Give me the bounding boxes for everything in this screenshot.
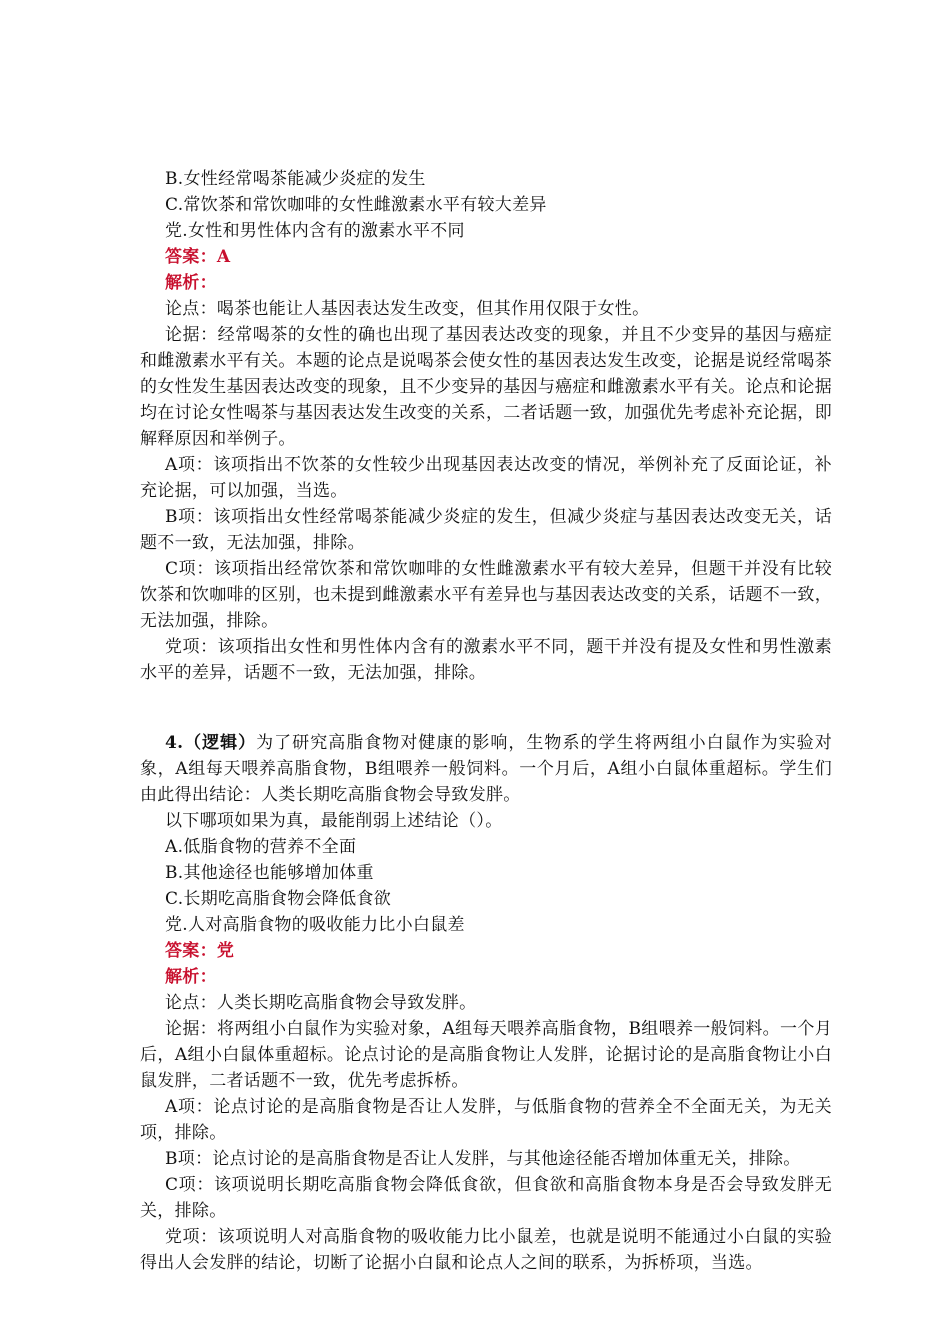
question-number: 4.（逻辑） <box>165 733 257 753</box>
option-c: C.常饮茶和常饮咖啡的女性雌激素水平有较大差异 <box>165 195 547 215</box>
analysis-paragraph: 党项：该项说明人对高脂食物的吸收能力比小鼠差，也就是说明不能通过小白鼠的实验得出人会发胖的结论，切断了论据小白鼠和论点人之间的联系，为拆桥项，当选。 <box>140 1227 832 1273</box>
section-spacer <box>140 686 832 730</box>
question-prompt: 以下哪项如果为真，最能削弱上述结论（）。 <box>165 811 503 831</box>
analysis-paragraph: C项：该项说明长期吃高脂食物会降低食欲，但食欲和高脂食物本身是否会导致发胖无关，排除。 <box>140 1175 832 1221</box>
option-a: A.低脂食物的营养不全面 <box>165 837 357 857</box>
option-b: B.女性经常喝茶能减少炎症的发生 <box>165 169 426 189</box>
answer-label: 答案：党 <box>165 941 235 961</box>
analysis-paragraph: A项：论点讨论的是高脂食物是否让人发胖，与低脂食物的营养全不全面无关，为无关项，排除。 <box>140 1097 832 1143</box>
question-stem <box>140 730 832 808</box>
analysis-paragraph: C项：该项指出经常饮茶和常饮咖啡的女性雌激素水平有较大差异，但题干并没有比较饮茶和饮咖啡的区别，也未提到雌激素水平有差异也与基因表达改变的关系，话题不一致，无法加强，排除。 <box>140 559 832 631</box>
option-c: C.长期吃高脂食物会降低食欲 <box>165 889 392 909</box>
analysis-paragraph: 论点：人类长期吃高脂食物会导致发胖。 <box>165 993 477 1013</box>
analysis-label: 解析： <box>165 273 217 293</box>
analysis-paragraph: 论据：将两组小白鼠作为实验对象，A组每天喂养高脂食物，B组喂养一般饲料。一个月后，A组小白鼠体重超标。论点讨论的是高脂食物让人发胖，论据讨论的是高脂食物让小白鼠发胖，二者话题不一致，优先考虑拆桥。 <box>140 1019 832 1091</box>
analysis-paragraph: 论点：喝茶也能让人基因表达发生改变，但其作用仅限于女性。 <box>165 299 650 319</box>
analysis-paragraph: B项：该项指出女性经常喝茶能减少炎症的发生，但减少炎症与基因表达改变无关，话题不一致，无法加强，排除。 <box>140 507 832 553</box>
document-content <box>140 166 832 1276</box>
option-d: 党.人对高脂食物的吸收能力比小白鼠差 <box>165 915 465 935</box>
option-b: B.其他途径也能够增加体重 <box>165 863 374 883</box>
option-d: 党.女性和男性体内含有的激素水平不同 <box>165 221 465 241</box>
analysis-paragraph: B项：论点讨论的是高脂食物是否让人发胖，与其他途径能否增加体重无关，排除。 <box>165 1149 801 1169</box>
analysis-paragraph: 论据：经常喝茶的女性的确也出现了基因表达改变的现象，并且不少变异的基因与癌症和雌激素水平有关。本题的论点是说喝茶会使女性的基因表达发生改变，论据是说经常喝茶的女性发生基因表达改变的现象，且不少变异的基因与癌症和雌激素水平有关。论点和论据均在讨论女性喝茶与基因表达发生改变的关系，二者话题一致，加强优先考虑补充论据，即解释原因和举例子。 <box>140 325 832 449</box>
analysis-label: 解析： <box>165 967 217 987</box>
question-text: 为了研究高脂食物对健康的影响，生物系的学生将两组小白鼠作为实验对象，A组每天喂养高脂食物，B组喂养一般饲料。一个月后，A组小白鼠体重超标。学生们由此得出结论：人类长期吃高脂食物会导致发胖。 <box>140 733 832 805</box>
analysis-paragraph: A项：该项指出不饮茶的女性较少出现基因表达改变的情况，举例补充了反面论证，补充论据，可以加强，当选。 <box>140 455 832 501</box>
answer-label: 答案：A <box>165 247 231 267</box>
analysis-paragraph: 党项：该项指出女性和男性体内含有的激素水平不同，题干并没有提及女性和男性激素水平的差异，话题不一致，无法加强，排除。 <box>140 637 832 683</box>
